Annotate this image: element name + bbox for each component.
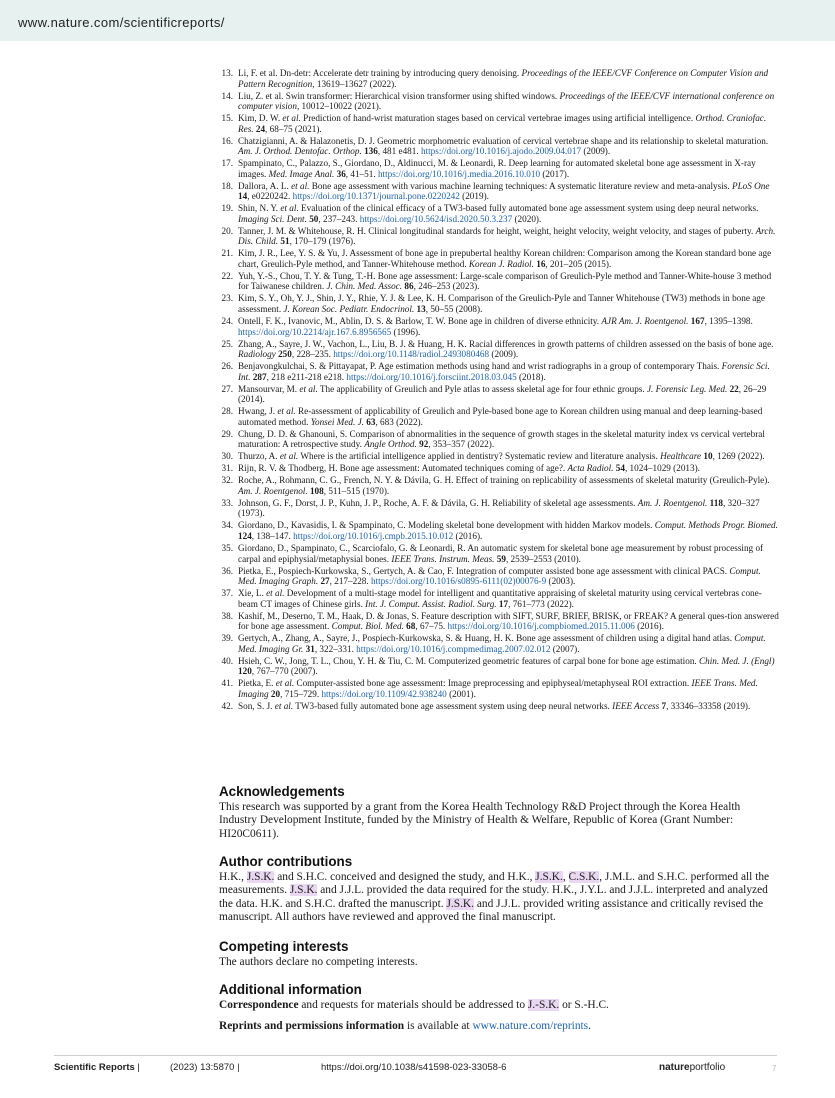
journal-title: Chin. Med. J. (Engl) [699, 655, 775, 666]
reference-item: 13. Li, F. et al. Dn-detr: Accelerate detr training by introducing query denoising. Proceedings of the IEEE/CVF Conference on Computer Vision and Pattern Recognition, 13619–13627 (2022). [219, 68, 779, 89]
reference-number: 36. [221, 565, 233, 576]
volume-number: 120 [238, 666, 252, 677]
doi-link[interactable]: https://doi.org/10.1371/journal.pone.0220242 [292, 191, 460, 202]
journal-title: J. Chin. Med. Assoc. [326, 281, 403, 292]
reference-number: 31. [221, 463, 233, 474]
journal-title: IEEE Access [612, 700, 660, 711]
journal-title: Am. J. Roentgenol. [238, 485, 308, 496]
reference-number: 23. [221, 293, 233, 304]
journal-title: et al. [275, 678, 295, 689]
volume-number: 31 [305, 643, 315, 654]
volume-number: 36 [336, 168, 346, 179]
journal-title: et al. [274, 700, 294, 711]
reference-number: 24. [221, 316, 233, 327]
reference-number: 19. [221, 203, 233, 214]
journal-title: Korean J. Radiol. [468, 258, 534, 269]
page-number: 7 [772, 1064, 777, 1073]
volume-number: 13 [416, 303, 426, 314]
reference-item: 31. Rijn, R. V. & Thodberg, H. Bone age assessment: Automated techniques coming of age?. Acta Radiol. 54, 1024–1029 (2013). [219, 463, 779, 474]
footer-volume: (2023) 13:5870 | [170, 1062, 240, 1073]
journal-title: et al. [279, 451, 299, 462]
reference-item: 39. Gertych, A., Zhang, A., Sayre, J., Pospiech-Kurkowska, S. & Huang, H. K. Bone age assessment of children using a digital hand atlas. Comput. Med. Imaging Gr. 31, 322–331. https://doi.org/10.1016/j.compmedimag.2007.02.012 (2007). [219, 633, 779, 654]
journal-title: J. Forensic Leg. Med. [646, 383, 728, 394]
journal-title: AJR Am. J. Roentgenol. [601, 316, 689, 327]
highlighted-initials: J.-S.K. [527, 999, 560, 1011]
author-contributions-heading: Author contributions [219, 854, 353, 869]
volume-number: 136 [364, 146, 378, 157]
footer-doi[interactable]: https://doi.org/10.1038/s41598-023-33058-6 [321, 1062, 507, 1073]
journal-title: Acta Radiol. [567, 463, 614, 474]
volume-number: 167 [690, 316, 705, 327]
reference-item: 42. Son, S. J. et al. TW3-based fully automated bone age assessment system using deep neural networks. IEEE Access 7, 33346–33358 (2019). [219, 701, 779, 712]
reference-item: 16. Chatzigianni, A. & Halazonetis, D. J. Geometric morphometric evaluation of cervical vertebrae shape and its relationship to skeletal maturation. Am. J. Orthod. Dentofac. Orthop. 136, 481 e481. https://doi.org/10.1016/j.ajodo.2009.04.017 (2009). [219, 136, 779, 157]
doi-link[interactable]: https://doi.org/10.1016/j.forsciint.2018.03.045 [346, 371, 517, 382]
doi-link[interactable]: https://doi.org/10.1148/radiol.2493080468 [333, 349, 490, 360]
volume-number: 287 [252, 371, 267, 382]
volume-number: 59 [496, 553, 506, 564]
acknowledgements-text: This research was supported by a grant from the Korea Health Technology R&D Project through the Korea Health Industry Development Institute, funded by the Ministry of Health & Welfare, Republic of Korea (Grant Number: HI20C0611). [219, 801, 741, 840]
reference-item: 23. Kim, S. Y., Oh, Y. J., Shin, J. Y., Rhie, Y. J. & Lee, K. H. Comparison of the Greulich-Pyle and Tanner Whitehouse (TW3) methods in bone age assessment. J. Korean Soc. Pediatr. Endocrinol. 13, 50–55 (2008). [219, 293, 779, 314]
journal-title: Proceedings of the IEEE/CVF international conference on computer vision [238, 90, 775, 112]
doi-link[interactable]: https://doi.org/10.1016/j.ajodo.2009.04.017 [420, 146, 582, 157]
reference-item: 40. Hsieh, C. W., Jong, T. L., Chou, Y. H. & Tiu, C. M. Computerized geometric features of carpal bone for bone age estimation. Chin. Med. J. (Engl) 120, 767–770 (2007). [219, 656, 779, 677]
volume-number: 17 [498, 598, 509, 609]
site-header-band [0, 0, 835, 41]
volume-number: 86 [404, 281, 414, 292]
reference-number: 34. [221, 520, 233, 531]
journal-title: Proceedings of the IEEE/CVF Conference on Computer Vision and Pattern Recognition [238, 68, 769, 89]
volume-number: 124 [238, 530, 252, 541]
reference-item: 27. Mansourvar, M. et al. The applicability of Greulich and Pyle atlas to assess skeletal age for four ethnic groups. J. Forensic Leg. Med. 22, 26–29 (2014). [219, 384, 779, 405]
volume-number: 7 [661, 700, 667, 711]
journal-title: et al. [282, 113, 301, 124]
volume-number: 24 [255, 123, 266, 134]
additional-information-heading: Additional information [219, 982, 362, 997]
reference-number: 39. [221, 633, 233, 644]
reference-item: 17. Spampinato, C., Palazzo, S., Giordano, D., Aldinucci, M. & Leonardi, R. Deep learning for automated skeletal bone age assessment in X-ray images. Med. Image Anal. 36, 41–51. https://doi.org/10.1016/j.media.2016.10.010 (2017). [219, 158, 779, 179]
reference-item: 15. Kim, D. W. et al. Prediction of hand-wrist maturation stages based on cervical vertebrae images using artificial intelligence. Orthod. Craniofac. Res. 24, 68–75 (2021). [219, 113, 779, 134]
reference-number: 22. [221, 270, 233, 281]
journal-title: Orthod. Craniofac. Res. [238, 113, 767, 134]
reference-item: 41. Pietka, E. et al. Computer-assisted bone age assessment: Image preprocessing and epiphyseal/metaphyseal ROI extraction. IEEE Trans. Med. Imaging 20, 715–729. https://doi.org/10.1109/42.938240 (2001). [219, 678, 779, 699]
volume-number: 22 [729, 383, 739, 394]
doi-link[interactable]: https://doi.org/10.1109/42.938240 [321, 688, 447, 699]
reference-number: 14. [221, 90, 233, 101]
reference-number: 16. [221, 135, 233, 146]
acknowledgements-heading: Acknowledgements [219, 784, 345, 799]
doi-link[interactable]: https://doi.org/10.1016/j.compmedimag.2007.02.012 [356, 643, 551, 654]
journal-title: Med. Image Anal. [268, 168, 335, 179]
volume-number: 10 [703, 451, 713, 462]
volume-number: 50 [309, 213, 319, 224]
journal-title: Forensic Sci. Int. [238, 361, 770, 382]
reference-number: 35. [221, 543, 233, 554]
reference-number: 18. [221, 180, 233, 191]
journal-title: et al. [280, 203, 299, 214]
footer-journal: Scientific Reports | [54, 1062, 140, 1073]
reference-item: 24. Ontell, F. K., Ivanovic, M., Ablin, D. S. & Barlow, T. W. Bone age in children of diverse ethnicity. AJR Am. J. Roentgenol. 167, 1395–1398. https://doi.org/10.2214/ajr.167.6.8956565 (1996). [219, 316, 779, 337]
volume-number: 118 [709, 497, 723, 508]
nature-portfolio-logo: natureportfolio [659, 1062, 726, 1073]
reference-item: 28. Hwang, J. et al. Re-assessment of applicability of Greulich and Pyle-based bone age to Korean children using manual and deep learning-based automated method. Yonsei Med. J. 63, 683 (2022). [219, 406, 779, 427]
journal-title: Int. J. Comput. Assist. Radiol. Surg. [365, 598, 497, 609]
reprints-link[interactable]: www.nature.com/reprints [472, 1020, 589, 1032]
reference-item: 19. Shin, N. Y. et al. Evaluation of the clinical efficacy of a TW3-based fully automated bone age assessment system using deep neural networks. Imaging Sci. Dent. 50, 237–243. https://doi.org/10.5624/isd.2020.50.3.237 (2020). [219, 203, 779, 224]
reference-number: 30. [221, 451, 233, 462]
doi-link[interactable]: https://doi.org/10.1016/j.media.2016.10.010 [377, 168, 541, 179]
reference-number: 29. [221, 428, 233, 439]
volume-number: 51 [280, 236, 290, 247]
reference-item: 14. Liu, Z. et al. Swin transformer: Hierarchical vision transformer using shifted windows. Proceedings of the IEEE/CVF international conference on computer vision, 10012–10022 (2021). [219, 91, 779, 112]
highlighted-initials: J.S.K. [446, 897, 474, 910]
journal-title: et al. [291, 180, 310, 191]
journal-title: J. Korean Soc. Pediatr. Endocrinol. [283, 303, 415, 314]
correspondence-text: Correspondence and requests for materials should be addressed to J.-S.K. or S.-H.C. [219, 999, 609, 1011]
doi-link[interactable]: https://doi.org/10.5624/isd.2020.50.3.237 [359, 213, 513, 224]
highlighted-initials: J.S.K. [246, 871, 275, 883]
reference-item: 37. Xie, L. et al. Development of a multi-stage model for intelligent and quantitative appraising of skeletal maturity using cervical vertebras cone-beam CT images of Chinese girls. Int. J. Comput. Assist. Radiol. Surg. 17, 761–773 (2022). [219, 588, 779, 609]
author-contributions-text: H.K., J.S.K. and S.H.C. conceived and designed the study, and H.K., J.S.K., C.S.K., J.M.L. and S.H.C. performed all the measurements. J.S.K. and J.J.L. provided the data required for the study. H.K., J.Y.L. and J.J.L. interpreted and analyzed the data. H.K. and S.H.C. drafted the manuscript. J.S.K. and J.J.L. provided writing assistance and critically revised the manuscript. All authors have reviewed and approved the final manuscript. [219, 871, 770, 924]
volume-number: 14 [238, 191, 248, 202]
journal-title: et al. [277, 406, 296, 417]
highlighted-initials: C.S.K. [568, 871, 600, 883]
journal-title: Comput. Med. Imaging Graph. [238, 565, 761, 587]
reference-item: 33. Johnson, G. F., Dorst, J. P., Kuhn, J. P., Roche, A. F. & Dávila, G. H. Reliability of skeletal age assessments. Am. J. Roentgenol. 118, 320–327 (1973). [219, 498, 779, 519]
journal-title: Am. J. Orthod. Dentofac. Orthop. [238, 146, 362, 157]
reference-list [219, 68, 779, 713]
reference-item: 30. Thurzo, A. et al. Where is the artificial intelligence applied in dentistry? Systematic review and literature analysis. Healthcare 10, 1269 (2022). [219, 451, 779, 462]
journal-title: Angle Orthod. [364, 439, 417, 450]
doi-link[interactable]: https://doi.org/10.1016/j.cmpb.2015.10.012 [293, 530, 454, 541]
reference-number: 37. [221, 588, 233, 599]
reference-item: 26. Benjavongkulchai, S. & Pittayapat, P. Age estimation methods using hand and wrist radiographs in a group of contemporary Thais. Forensic Sci. Int. 287, 218 e211-218 e218. https://doi.org/10.1016/j.forsciint.2018.03.045 (2018). [219, 361, 779, 382]
reference-number: 38. [221, 610, 233, 621]
doi-link[interactable]: https://doi.org/10.1016/j.compbiomed.2015.11.006 [447, 621, 635, 632]
highlighted-initials: J.S.K. [535, 871, 563, 883]
reference-number: 26. [221, 361, 233, 372]
reference-item: 20. Tanner, J. M. & Whitehouse, R. H. Clinical longitudinal standards for height, weight, height velocity, weight velocity, and stages of puberty. Arch. Dis. Child. 51, 170–179 (1976). [219, 226, 779, 247]
reference-number: 20. [221, 225, 233, 236]
reference-number: 17. [221, 158, 233, 169]
reference-item: 38. Kashif, M., Deserno, T. M., Haak, D. & Jonas, S. Feature description with SIFT, SURF, BRIEF, BRISK, or FREAK? A general ques-tion answered for bone age assessment. Comput. Biol. Med. 68, 67–75. https://doi.org/10.1016/j.compbiomed.2015.11.006 (2016). [219, 611, 779, 632]
journal-title: Arch. Dis. Child. [238, 225, 776, 247]
reference-item: 35. Giordano, D., Spampinato, C., Scarciofalo, G. & Leonardi, R. An automatic system for skeletal bone age measurement by robust processing of carpal and epiphysial/metaphysial bones. IEEE Trans. Instrum. Meas. 59, 2539–2553 (2010). [219, 543, 779, 564]
volume-number: 16 [536, 258, 546, 269]
doi-link[interactable]: https://doi.org/10.2214/ajr.167.6.8956565 [238, 326, 392, 337]
journal-title: et al. [266, 588, 285, 599]
reference-number: 13. [221, 68, 233, 78]
bold-label: Reprints and permissions information [219, 1020, 405, 1032]
reference-item: 22. Yuh, Y.-S., Chou, T. Y. & Tung, T.-H. Bone age assessment: Large-scale comparison of Greulich-Pyle method and Tanner-White-house 3 method for Taiwanese children. J. Chin. Med. Assoc. 86, 246–253 (2023). [219, 271, 779, 292]
journal-title: Comput. Med. Imaging Gr. [238, 633, 766, 654]
volume-number: 108 [309, 485, 324, 496]
reference-number: 25. [221, 338, 233, 349]
reprints-text: Reprints and permissions information is available at www.nature.com/reprints. [219, 1020, 591, 1032]
volume-number: 20 [270, 688, 281, 699]
reference-number: 40. [221, 655, 233, 666]
site-url[interactable]: www.nature.com/scientificreports/ [18, 15, 225, 30]
reference-number: 42. [221, 700, 233, 711]
journal-title: et al. [299, 383, 318, 394]
reference-number: 21. [221, 248, 233, 259]
volume-number: 250 [278, 349, 292, 360]
volume-number: 63 [366, 416, 376, 427]
reference-item: 21. Kim, J. R., Lee, Y. S. & Yu, J. Assessment of bone age in prepubertal healthy Korean children: Comparison among the Korean standard bone age chart, Greulich-Pyle method, and Tanner-Whitehouse method. Korean J. Radiol. 16, 201–205 (2015). [219, 248, 779, 269]
journal-title: Am. J. Roentgenol. [637, 497, 708, 508]
competing-interests-heading: Competing interests [219, 939, 349, 954]
volume-number: 54 [615, 463, 625, 474]
footer-divider [54, 1055, 777, 1056]
journal-title: Comput. Methods Progr. Biomed. [654, 520, 778, 531]
journal-title: IEEE Trans. Instrum. Meas. [391, 553, 495, 564]
reference-item: 36. Pietka, E., Pospiech-Kurkowska, S., Gertych, A. & Cao, F. Integration of computer assisted bone age assessment with clinical PACS. Comput. Med. Imaging Graph. 27, 217–228. https://doi.org/10.1016/s0895-6111(02)00076-9 (2003). [219, 566, 779, 587]
reference-number: 32. [221, 475, 233, 486]
reference-number: 15. [221, 113, 233, 124]
competing-interests-text: The authors declare no competing interests. [219, 956, 418, 968]
volume-number: 68 [406, 621, 416, 632]
journal-title: IEEE Trans. Med. Imaging [238, 678, 758, 699]
reference-item: 25. Zhang, A., Sayre, J. W., Vachon, L., Liu, B. J. & Huang, H. K. Racial differences in growth patterns of children assessed on the basis of bone age. Radiology 250, 228–235. https://doi.org/10.1148/radiol.2493080468 (2009). [219, 339, 779, 360]
doi-link[interactable]: https://doi.org/10.1016/s0895-6111(02)00076-9 [370, 576, 547, 587]
bold-label: Correspondence [219, 999, 299, 1011]
reference-number: 41. [221, 678, 233, 689]
journal-title: Comput. Biol. Med. [331, 621, 404, 632]
reference-number: 27. [221, 383, 233, 394]
reference-number: 28. [221, 406, 233, 417]
reference-item: 34. Giordano, D., Kavasidis, I. & Spampinato, C. Modeling skeletal bone development with hidden Markov models. Comput. Methods Progr. Biomed. 124, 138–147. https://doi.org/10.1016/j.cmpb.2015.10.012 (2016). [219, 520, 779, 541]
journal-title: PLoS One [731, 180, 770, 191]
reference-item: 32. Roche, A., Rohmann, C. G., French, N. Y. & Dávila, G. H. Effect of training on replicability of assessments of skeletal maturity (Greulich-Pyle). Am. J. Roentgenol. 108, 511–515 (1970). [219, 475, 779, 496]
volume-number: 92 [419, 439, 429, 450]
journal-title: Yonsei Med. J. [310, 416, 364, 427]
reference-item: 29. Chung, D. D. & Ghanouni, S. Comparison of abnormalities in the sequence of growth stages in the skeletal maturity index vs cervical vertebral maturation: A retrospective study. Angle Orthod. 92, 353–357 (2022). [219, 429, 779, 450]
journal-title: Imaging Sci. Dent. [238, 213, 307, 224]
journal-title: Healthcare [660, 451, 702, 462]
journal-title: Radiology [238, 349, 276, 360]
volume-number: 27 [320, 576, 330, 587]
reference-number: 33. [221, 497, 233, 508]
highlighted-initials: J.S.K. [289, 884, 318, 897]
reference-item: 18. Dallora, A. L. et al. Bone age assessment with various machine learning techniques: A systematic literature review and meta-analysis. PLoS One 14, e0220242. https://doi.org/10.1371/journal.pone.0220242 (2019). [219, 181, 779, 202]
